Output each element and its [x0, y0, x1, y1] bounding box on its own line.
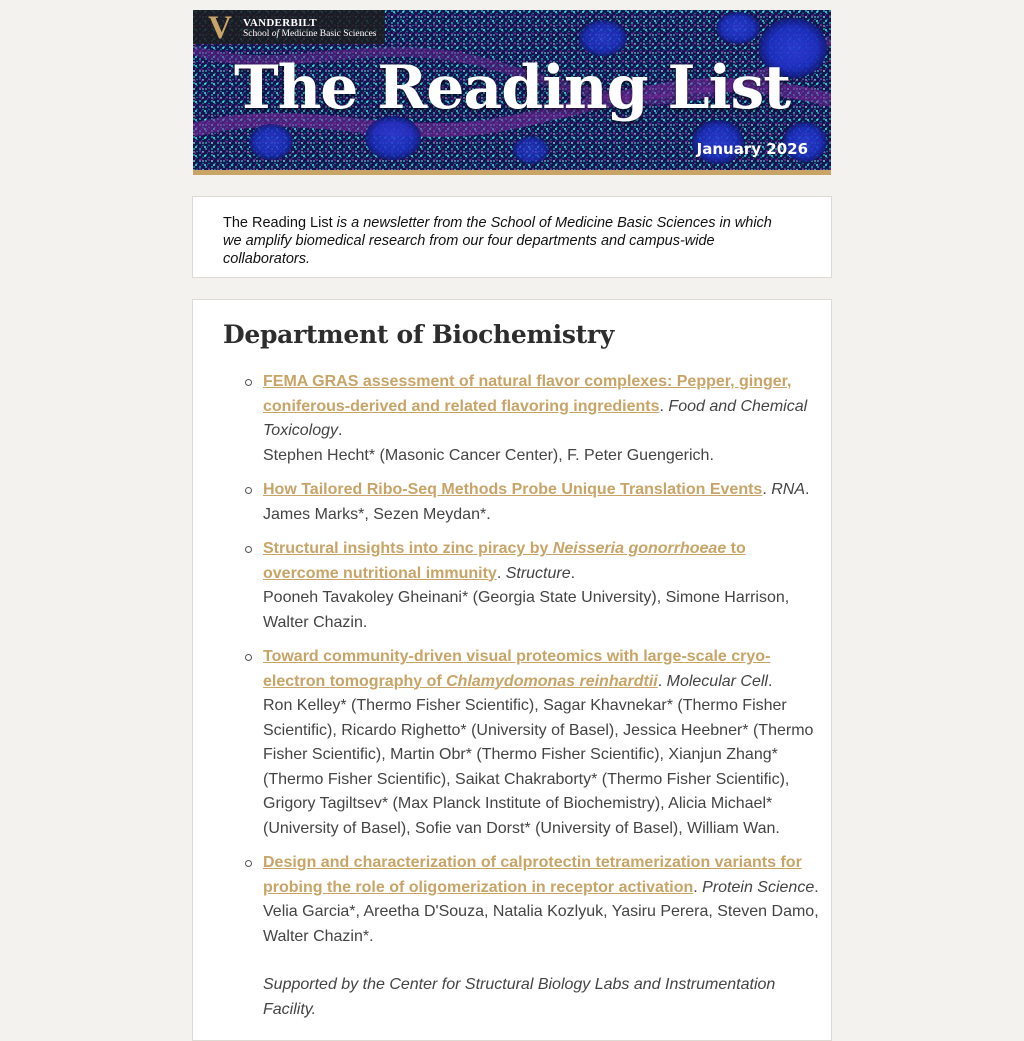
- author-list: Velia Garcia*, Areetha D'Souza, Natalia Kozlyuk, Yasiru Perera, Steven Damo, Walter Chazin*.: [263, 903, 819, 945]
- newsletter-banner: [193, 10, 831, 170]
- intro-panel: [192, 196, 832, 278]
- publication-item: Structural insights into zinc piracy by Neisseria gonorrhoeae to overcome nutritional immunity. Structure. Pooneh Tavakoley Gheinani* (Georgia State University), Simone Harrison, Walter Chazin.: [263, 537, 821, 635]
- journal-name: RNA: [771, 481, 805, 498]
- publication-item: How Tailored Ribo-Seq Methods Probe Unique Translation Events. RNA. James Marks*, Sezen Meydan*.: [263, 478, 821, 527]
- department-heading: Department of Biochemistry: [223, 320, 614, 349]
- logo-subtitle: School of Medicine Basic Sciences: [243, 29, 377, 39]
- issue-date: January 2026: [696, 140, 808, 158]
- author-list: Stephen Hecht* (Masonic Cancer Center), F. Peter Guengerich.: [263, 446, 714, 464]
- publication-item: Design and characterization of calprotectin tetramerization variants for probing the role of oligomerization in receptor activation. Protein Science. Velia Garcia*, Areetha D'Souza, Natalia Kozlyuk, Yasiru Perera, Steven Damo, Walter Chazin*. Supported by the Center for Structural Biology Labs and Instrumentation Facility.: [263, 851, 821, 1022]
- journal-name: Protein Science: [702, 878, 815, 896]
- logo-name: VANDERBILT: [243, 17, 317, 29]
- author-list: Pooneh Tavakoley Gheinani* (Georgia State University), Simone Harrison, Walter Chazin.: [263, 589, 790, 631]
- publication-link[interactable]: Structural insights into zinc piracy by Neisseria gonorrhoeae to overcome nutritional immunity: [263, 540, 746, 582]
- support-note: Supported by the Center for Structural Biology Labs and Instrumentation Facility.: [263, 976, 776, 1018]
- department-section: [192, 299, 832, 1041]
- journal-name: Food and Chemical Toxicology: [263, 397, 808, 439]
- publication-link[interactable]: Toward community-driven visual proteomics with large-scale cryo-electron tomography of Chlamydomonas reinhardtii: [263, 648, 771, 690]
- journal-name: Molecular Cell: [666, 672, 768, 690]
- newsletter-title: The Reading List: [234, 53, 790, 123]
- publication-link[interactable]: FEMA GRAS assessment of natural flavor complexes: Pepper, ginger, coniferous-derived and related flavoring ingredients: [263, 373, 792, 415]
- publication-item: Toward community-driven visual proteomics with large-scale cryo-electron tomography of Chlamydomonas reinhardtii. Molecular Cell. Ron Kelley* (Thermo Fisher Scientific), Sagar Khavnekar* (Thermo Fisher Scientific), Ricardo Righetto* (University of Basel), Jessica Heebner* (Thermo Fisher Scientific), Martin Obr* (Thermo Fisher Scientific), Xianjun Zhang* (Thermo Fisher Scientific), Saikat Chakraborty* (Thermo Fisher Scientific), Grigory Tagiltsev* (Max Planck Institute of Biochemistry), Alicia Michael* (University of Basel), Sofie van Dorst* (University of Basel), William Wan.: [263, 645, 821, 841]
- vanderbilt-logo[interactable]: [193, 10, 385, 44]
- publication-link[interactable]: How Tailored Ribo-Seq Methods Probe Unique Translation Events: [263, 481, 763, 498]
- intro-description: is a newsletter from the School of Medicine Basic Sciences in which we amplify biomedical research from our four departments and campus-wide collaborators.: [223, 215, 772, 267]
- author-list: Ron Kelley* (Thermo Fisher Scientific), Sagar Khavnekar* (Thermo Fisher Scientific), Ricardo Righetto* (University of Basel), Jessica Heebner* (Thermo Fisher Scientific), Martin Obr* (Thermo Fisher Scientific), Xianjun Zhang* (Thermo Fisher Scientific), Saikat Chakraborty* (Thermo Fisher Scientific), Grigory Tagiltsev* (Max Planck Institute of Biochemistry), Alicia Michael* (University of Basel), Sofie van Dorst* (University of Basel), William Wan.: [263, 697, 814, 837]
- journal-name: Structure: [505, 564, 571, 582]
- banner-gold-rule: [193, 170, 831, 175]
- vanderbilt-v-icon: V: [208, 10, 232, 46]
- publication-link[interactable]: Design and characterization of calprotectin tetramerization variants for probing the role of oligomerization in receptor activation: [263, 854, 802, 896]
- publication-item: FEMA GRAS assessment of natural flavor complexes: Pepper, ginger, coniferous-derived and related flavoring ingredients. Food and Chemical Toxicology. Stephen Hecht* (Masonic Cancer Center), F. Peter Guengerich.: [263, 370, 821, 468]
- intro-newsletter-name: The Reading List: [223, 215, 333, 231]
- publication-list: [263, 370, 821, 1032]
- author-list: James Marks*, Sezen Meydan*.: [263, 505, 491, 523]
- intro-text: [223, 214, 793, 268]
